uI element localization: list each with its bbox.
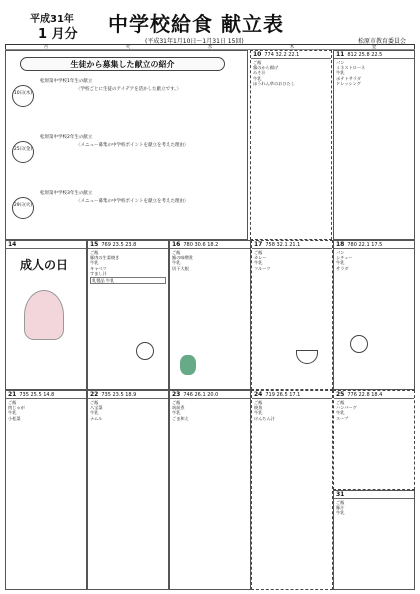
- day-cell-31: [333, 490, 415, 590]
- menu-item: 小松菜: [8, 415, 21, 421]
- intro-school-2: 松原第中学校2年生の献立: [40, 135, 93, 140]
- month-label: 1 月分: [38, 27, 78, 42]
- menu-item: サラダ: [336, 265, 349, 271]
- intro-date-1: 10日(木): [12, 85, 34, 107]
- spoon-icon: [350, 335, 368, 353]
- day-number: 24: [254, 391, 263, 398]
- menu-item: ご飯: [336, 500, 345, 505]
- menu-item: キャベツ: [90, 265, 107, 271]
- intro-date-2: 25日(金): [12, 141, 34, 163]
- menu-item: 牛乳: [336, 410, 345, 416]
- menu-item: 牛乳: [254, 410, 263, 416]
- menu-item: 牛乳: [254, 260, 263, 266]
- menu-item: ご飯: [90, 250, 99, 255]
- intro-panel: [5, 50, 248, 240]
- menu-item: フルーツ: [254, 265, 271, 271]
- weekday-wed: 水: [169, 44, 251, 50]
- menu-item: 牛乳: [336, 70, 345, 76]
- weekday-thu: 木: [251, 44, 333, 50]
- period-label: (平成31年1月10日～1月31日 15回): [145, 38, 244, 45]
- menu-item: ミネストローネ: [336, 65, 366, 71]
- day-cell-18: 18 780 22.1 17.5 パン シチュー 牛乳 サラダ: [333, 240, 415, 390]
- board-label: 松原市教育委員会: [357, 38, 406, 45]
- menu-item: スープ: [336, 415, 349, 421]
- menu-item: 筑前煮: [172, 405, 185, 411]
- menu-item: パン: [336, 250, 345, 255]
- day-cell-11: 11 812 25.8 22.5 パン ミネストローネ 牛乳 ポテトサラダ ドレッシング: [333, 50, 415, 240]
- day-number: 18: [336, 241, 345, 248]
- menu-item: みそ汁: [253, 70, 266, 76]
- menu-item: 鶏のから揚げ: [253, 65, 279, 71]
- menu-item: 牛乳: [90, 260, 99, 266]
- dairy-box: 乳製品 牛乳: [90, 277, 166, 284]
- day-number: 15: [90, 241, 99, 248]
- intro-note-3: 〈メニュー募集の中学校ポイントを献立を考えた理由〉: [76, 199, 189, 204]
- menu-item: ポテトサラダ: [336, 75, 362, 81]
- day-cell-25: 25 776 22.8 18.4 ご飯 ハンバーグ 牛乳 スープ: [333, 390, 415, 490]
- menu-item: 焼魚: [254, 405, 263, 411]
- day-number: 16: [172, 241, 181, 248]
- menu-item: 牛乳: [336, 510, 345, 516]
- intro-school-1: 松原第中学校1年生の献立: [40, 79, 93, 84]
- spoon-icon: [136, 342, 154, 360]
- day-cell-17: 17 758 32.1 21.1 ご飯 カレー 牛乳 フルーツ: [251, 240, 333, 390]
- day-number: 23: [172, 391, 181, 398]
- menu-item: シチュー: [336, 255, 353, 261]
- day-number: 14: [8, 241, 17, 248]
- weekday-tue: 火: [87, 44, 169, 50]
- menu-item: ご飯: [336, 400, 345, 405]
- intro-date-3: 29日(火): [12, 197, 34, 219]
- day-number: 31: [336, 491, 345, 498]
- intro-note-2: 〈メニュー募集の中学校ポイントを献立を考えた理由〉: [76, 143, 189, 148]
- couple-illustration: [24, 290, 64, 340]
- weekday-fri: 金: [333, 44, 415, 50]
- menu-item: パン: [336, 60, 345, 65]
- day-number: 21: [8, 391, 17, 398]
- menu-item: 切干大根: [172, 265, 189, 271]
- menu-item: ご飯: [172, 400, 181, 405]
- menu-item: 牛乳: [8, 410, 17, 416]
- day-cell-23: 23 746 26.1 20.0 ご飯 筑前煮 牛乳 ごま和え: [169, 390, 251, 590]
- day-cell-21: 21 735 25.5 14.8 ご飯 肉じゃが 牛乳 小松菜: [5, 390, 87, 590]
- menu-item: ご飯: [253, 60, 262, 65]
- day-cell-24: 24 719 26.5 17.1 ご飯 焼魚 牛乳 けんちん汁: [251, 390, 333, 590]
- menu-item: ドレッシング: [336, 80, 361, 86]
- menu-item: ご飯: [8, 400, 17, 405]
- header: [0, 6, 420, 45]
- day-cell-15: 15 769 23.5 23.8 ご飯 豚肉の生姜焼き 牛乳 キャベツ すまし汁 乳製品 牛乳: [87, 240, 169, 390]
- menu-item: ご飯: [254, 250, 263, 255]
- day-number: 22: [90, 391, 99, 398]
- menu-item: 豚肉の生姜焼き: [90, 255, 120, 261]
- intro-banner: 生徒から募集した献立の紹介: [20, 57, 225, 71]
- menu-item: 牛乳: [172, 410, 181, 416]
- menu-item: 牛乳: [90, 410, 99, 416]
- intro-school-3: 松原第中学校3年生の献立: [40, 191, 93, 196]
- menu-item: ハンバーグ: [336, 405, 357, 411]
- menu-item: ナムル: [90, 415, 103, 421]
- intro-note-1: 〈学校ごとに生徒のアイデアを活かした献立です。〉: [76, 87, 181, 92]
- day-number: 25: [336, 391, 345, 398]
- weekday-mon: 月: [5, 44, 87, 50]
- menu-item: 鯖の味噌煮: [172, 255, 193, 261]
- menu-item: すまし汁: [90, 270, 107, 276]
- menu-item: ご飯: [254, 400, 263, 405]
- menu-item: ご飯: [90, 400, 99, 405]
- menu-item: 牛乳: [336, 260, 345, 266]
- menu-item: 牛乳: [253, 75, 262, 81]
- page-title: 中学校給食 献立表: [108, 12, 284, 36]
- menu-item: 豚汁: [336, 505, 345, 511]
- day-cell-22: 22 735 23.5 18.9 ご飯 八宝菜 牛乳 ナムル: [87, 390, 169, 590]
- menu-item: 肉じゃが: [8, 405, 25, 411]
- menu-item: ご飯: [172, 250, 181, 255]
- holiday-label: 成人の日: [20, 258, 69, 272]
- menu-item: けんちん汁: [254, 415, 275, 421]
- day-cell-16: 16 780 30.6 18.2 ご飯 鯖の味噌煮 牛乳 切干大根: [169, 240, 251, 390]
- day-cell-10: 10 774 32.2 22.1 ご飯 鶏のから揚げ みそ汁 牛乳 ほうれん草のおひたし: [250, 50, 332, 240]
- day-number: 11: [336, 51, 345, 58]
- menu-item: 八宝菜: [90, 405, 103, 411]
- era-label: 平成31年: [30, 14, 74, 25]
- menu-item: カレー: [254, 255, 267, 261]
- menu-item: 牛乳: [172, 260, 181, 266]
- vegetable-icon: [180, 355, 196, 375]
- menu-item: ごま和え: [172, 415, 189, 421]
- menu-item: ほうれん草のおひたし: [253, 80, 295, 86]
- day-number: 17: [254, 241, 263, 248]
- day-number: 10: [253, 51, 262, 58]
